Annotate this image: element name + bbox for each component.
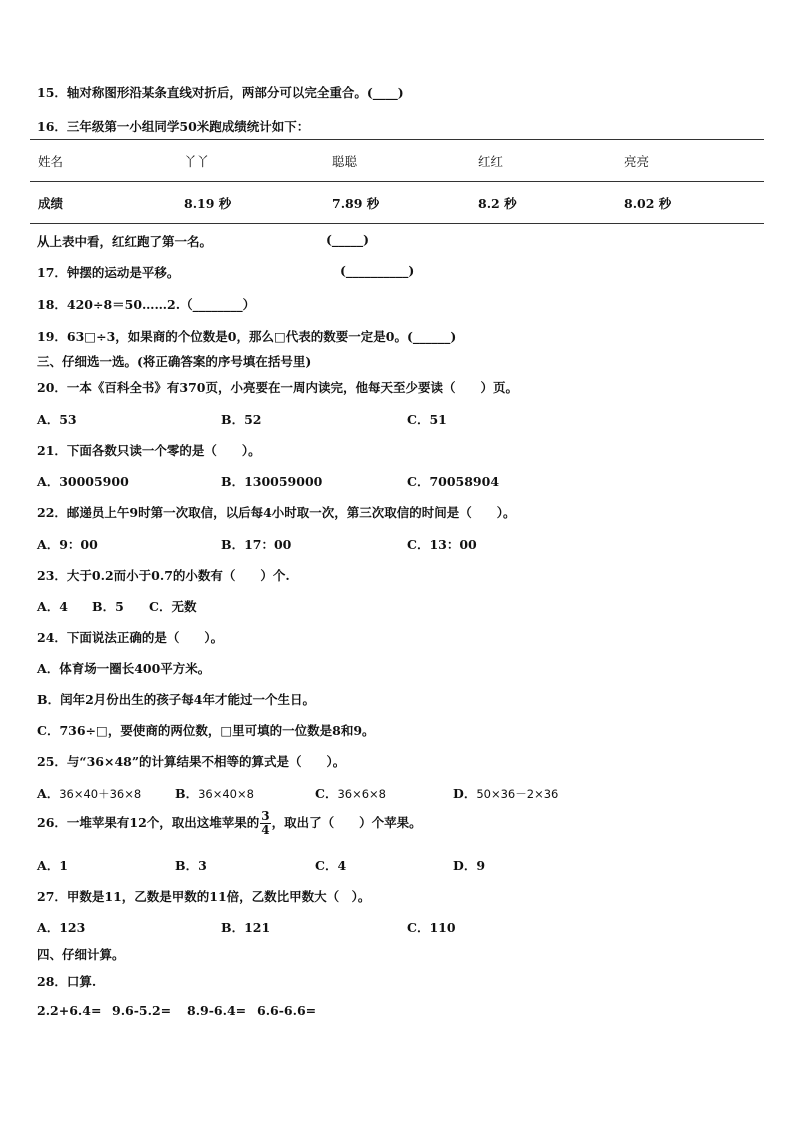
question-16-statement: 从上表中看，红红跑了第一名。 bbox=[37, 234, 213, 249]
table-cell: 8.2 秒 bbox=[478, 195, 517, 211]
option-a[interactable]: A．1 bbox=[37, 858, 68, 873]
option-c[interactable]: C．13：00 bbox=[407, 537, 477, 552]
option-c[interactable]: C．51 bbox=[407, 412, 447, 427]
table-header-cell: 丫丫 bbox=[184, 153, 210, 169]
fraction-numerator: 3 bbox=[261, 809, 270, 823]
question-22: 22．邮递员上午9时第一次取信，以后每4小时取一次，第三次取信的时间是（ ）。 bbox=[37, 505, 516, 520]
answer-blank-16[interactable]: (_____) bbox=[326, 232, 370, 247]
table-cell: 成绩 bbox=[38, 195, 64, 211]
option-label: A． bbox=[37, 786, 60, 801]
option-a[interactable]: A．123 bbox=[37, 920, 86, 935]
option-c[interactable]: C．4 bbox=[315, 858, 347, 873]
question-23: 23．大于0.2而小于0.7的小数有（ ）个. bbox=[37, 568, 290, 583]
option-b[interactable]: B．17：00 bbox=[221, 537, 292, 552]
table-header-cell: 姓名 bbox=[38, 153, 64, 169]
option-d[interactable]: D．9 bbox=[453, 858, 486, 873]
question-25: 25．与“36×48”的计算结果不相等的算式是（ ）。 bbox=[37, 754, 346, 769]
option-a[interactable]: A．9：00 bbox=[37, 537, 98, 552]
option-b[interactable]: B．130059000 bbox=[221, 474, 323, 489]
option-b[interactable]: B．5 bbox=[92, 599, 124, 614]
answer-blank-17[interactable]: (__________) bbox=[340, 263, 415, 278]
fraction bbox=[260, 810, 270, 837]
section-4-heading: 四、仔细计算。 bbox=[37, 947, 125, 962]
option-label: C． bbox=[315, 786, 338, 801]
table-header-cell: 聪聪 bbox=[332, 153, 358, 169]
question-19: 19．63□÷3，如果商的个位数是0，那么□代表的数要一定是0。(______) bbox=[37, 329, 457, 344]
option-c[interactable]: C．110 bbox=[407, 920, 456, 935]
option-label: B． bbox=[175, 786, 199, 801]
option-c[interactable] bbox=[315, 784, 386, 802]
score-table bbox=[30, 139, 764, 224]
expression: 36×40×8 bbox=[198, 787, 254, 801]
option-c[interactable]: C．无数 bbox=[149, 599, 197, 614]
question-15: 15．轴对称图形沿某条直线对折后，两部分可以完全重合。(____) bbox=[37, 85, 404, 100]
option-a[interactable]: A．体育场一圈长400平方米。 bbox=[37, 661, 211, 676]
question-26-text-end: ，取出了（ ）个苹果。 bbox=[271, 815, 422, 830]
section-3-heading: 三、仔细选一选。(将正确答案的序号填在括号里) bbox=[37, 354, 312, 369]
expression: 36×40＋36×8 bbox=[59, 787, 142, 801]
option-a[interactable]: A．30005900 bbox=[37, 474, 129, 489]
table-cell: 7.89 秒 bbox=[332, 195, 380, 211]
option-b[interactable]: B．3 bbox=[175, 858, 207, 873]
question-27: 27．甲数是11，乙数是甲数的11倍，乙数比甲数大（ ）。 bbox=[37, 889, 371, 904]
calc-item: 9.6-5.2= bbox=[112, 1003, 172, 1018]
question-28: 28．口算. bbox=[37, 974, 97, 989]
option-a[interactable]: A．53 bbox=[37, 412, 77, 427]
expression: 36×6×8 bbox=[337, 787, 386, 801]
question-24: 24．下面说法正确的是（ ）。 bbox=[37, 630, 224, 645]
calc-item: 2.2+6.4= bbox=[37, 1003, 102, 1018]
option-b[interactable] bbox=[175, 784, 254, 802]
expression: 50×36－2×36 bbox=[476, 787, 559, 801]
question-20: 20．一本《百科全书》有370页，小亮要在一周内读完，他每天至少要读（ ）页。 bbox=[37, 380, 518, 395]
calc-item: 8.9-6.4= bbox=[187, 1003, 247, 1018]
fraction-denominator: 4 bbox=[261, 823, 270, 837]
table-cell: 8.02 秒 bbox=[624, 195, 672, 211]
option-c[interactable]: C．736÷□，要使商的两位数，□里可填的一位数是8和9。 bbox=[37, 723, 375, 738]
table-row bbox=[30, 182, 764, 224]
table-cell: 8.19 秒 bbox=[184, 195, 232, 211]
option-b[interactable]: B．闰年2月份出生的孩子每4年才能过一个生日。 bbox=[37, 692, 315, 707]
question-26 bbox=[37, 808, 422, 838]
option-d[interactable] bbox=[453, 784, 558, 802]
option-a[interactable]: A．4 bbox=[37, 599, 68, 614]
option-label: D． bbox=[453, 786, 477, 801]
table-header-cell: 红红 bbox=[478, 153, 504, 169]
question-26-text: 26．一堆苹果有12个，取出这堆苹果的 bbox=[37, 815, 260, 830]
question-21: 21．下面各数只读一个零的是（ ）。 bbox=[37, 443, 261, 458]
option-b[interactable]: B．121 bbox=[221, 920, 271, 935]
option-c[interactable]: C．70058904 bbox=[407, 474, 500, 489]
option-a[interactable] bbox=[37, 784, 141, 802]
calc-item: 6.6-6.6= bbox=[257, 1003, 317, 1018]
question-17: 17．钟摆的运动是平移。 bbox=[37, 265, 180, 280]
table-header-row bbox=[30, 140, 764, 182]
option-b[interactable]: B．52 bbox=[221, 412, 262, 427]
table-header-cell: 亮亮 bbox=[624, 153, 650, 169]
question-16-intro: 16．三年级第一小组同学50米跑成绩统计如下： bbox=[37, 119, 310, 134]
question-18: 18．420÷8＝50……2.（________） bbox=[37, 297, 256, 312]
